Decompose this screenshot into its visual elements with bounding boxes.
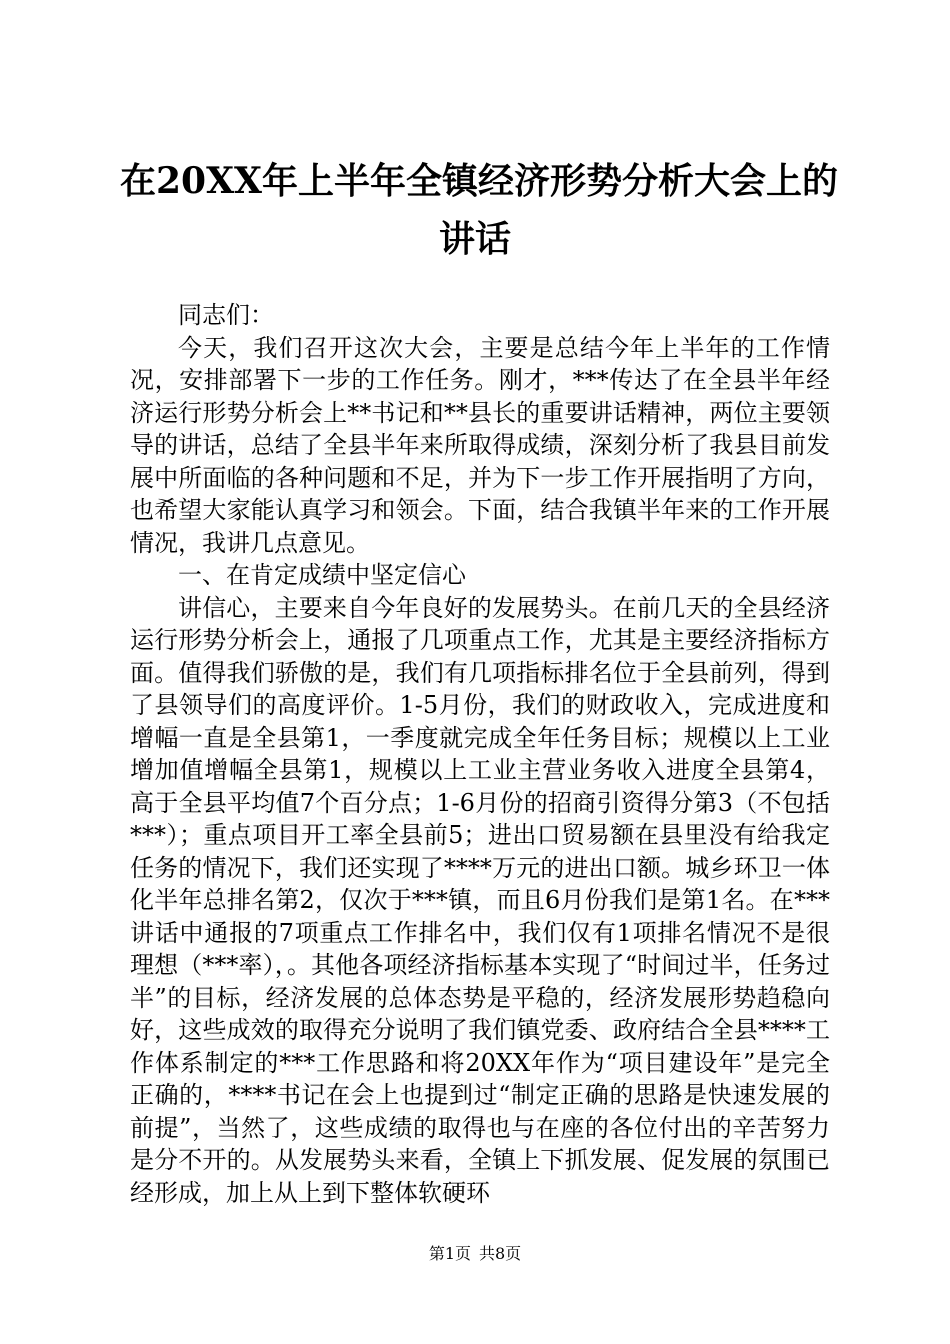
paragraph-confidence: 讲信心，主要来自今年良好的发展势头。在前几天的全县经济运行形势分析会上，通报了几项重点工作，尤其是主要经济指标方面。值得我们骄傲的是，我们有几项指标排名位于全县前列，得到了县领导们的高度评价。1-5月份，我们的财政收入，完成进度和增幅一直是全县第1，一季度就完成全年任务目标；规模以上工业增加值增幅全县第1，规模以上工业主营业务收入进度全县第4，高于全县平均值7个百分点；1-6月份的招商引资得分第3（不包括***）；重点项目开工率全县前5；进出口贸易额在县里没有给我定任务的情况下，我们还实现了****万元的进出口额。城乡环卫一体化半年总排名第2，仅次于***镇，而且6月份我们是第1名。在***讲话中通报的7项重点工作排名中，我们仅有1项排名情况不是很理想（***率），。其他各项经济指标基本实现了“时间过半，任务过半”的目标，经济发展的总体态势是平稳的，经济发展形势趋稳向好，这些成效的取得充分说明了我们镇党委、政府结合全县****工作体系制定的***工作思路和将20XX年作为“项目建设年”是完全正确的，****书记在会上也提到过“制定正确的思路是快速发展的前提”，当然了，这些成绩的取得也与在座的各位付出的辛苦努力是分不开的。从发展势头来看，全镇上下抓发展、促发展的氛围已经形成，加上从上到下整体软硬环: [130, 593, 830, 1207]
paragraph-intro: 今天，我们召开这次大会，主要是总结今年上半年的工作情况，安排部署下一步的工作任务。刚才，***传达了在全县半年经济运行形势分析会上**书记和**县长的重要讲话精神，两位主要领导的讲话，总结了全县半年来所取得成绩，深刻分析了我县目前发展中所面临的各种问题和不足，并为下一步工作开展指明了方向，也希望大家能认真学习和领会。下面，结合我镇半年来的工作开展情况，我讲几点意见。: [130, 333, 830, 557]
title-line-2: 讲话: [438, 218, 511, 260]
page-number: 第1页: [428, 1244, 471, 1263]
page-footer: [0, 1244, 950, 1264]
title-line-1: 在20XX年上半年全镇经济形势分析大会上的: [120, 160, 838, 202]
section-heading: 一、在肯定成绩中坚定信心: [178, 561, 466, 589]
page-total: 共8页: [479, 1244, 522, 1263]
document-body: [130, 299, 830, 1209]
salutation: 同志们：: [178, 301, 274, 329]
document-title: [120, 152, 838, 268]
